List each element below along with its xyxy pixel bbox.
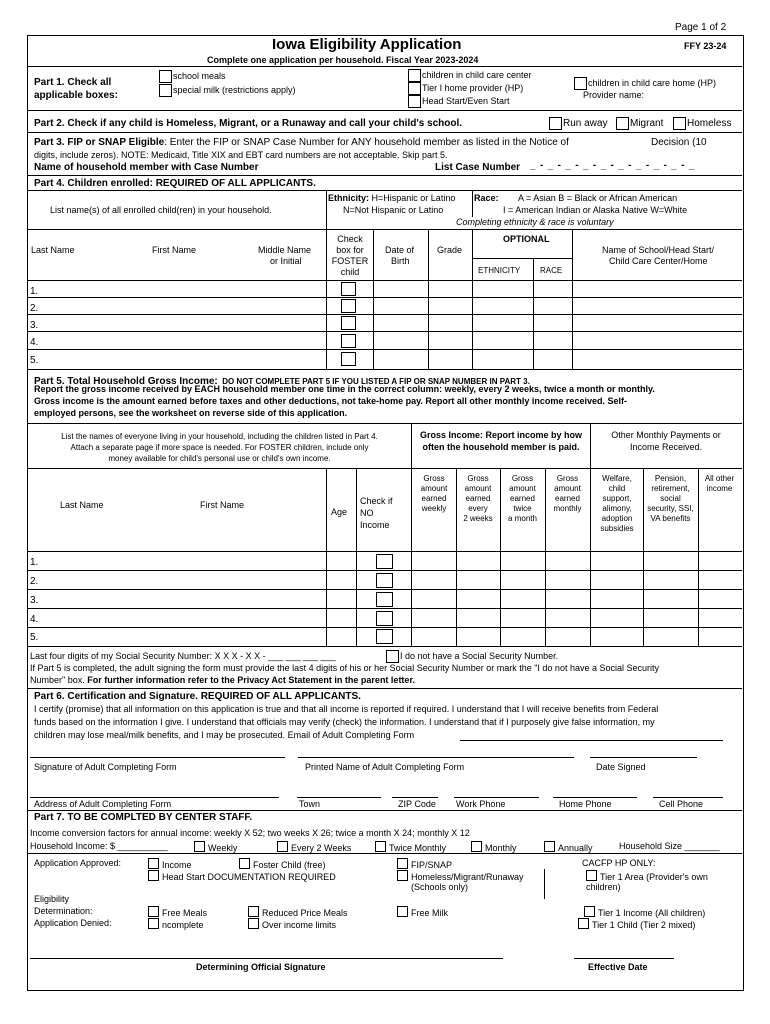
approved-head-start[interactable] xyxy=(148,870,336,882)
race-label: Race: xyxy=(474,193,499,203)
cacfp-label: CACFP HP ONLY: xyxy=(582,858,656,868)
p5-col-age: Age xyxy=(331,507,348,517)
conversion-factors: Income conversion factors for annual income: weekly X 52; two weeks X 26; twice a month X 24; monthly X 12 xyxy=(30,828,470,838)
part5-line2: Gross income is the amount earned before taxes and other deductions, not take-home pay. Report all other monthly income received. Self- xyxy=(34,396,627,406)
p5-col-gross-2weeks xyxy=(456,474,500,524)
p5-col-line: amount xyxy=(554,484,581,493)
signature-field[interactable] xyxy=(30,757,285,758)
checkbox-icon xyxy=(397,870,408,881)
freq-monthly[interactable] xyxy=(471,841,517,853)
ethnicity-key xyxy=(328,193,455,203)
p5-col-line: social xyxy=(660,494,681,503)
p4-col-school-2: Child Care Center/Home xyxy=(609,256,708,266)
p4-col-race: RACE xyxy=(540,266,563,275)
p5-col-check-line: Check if xyxy=(360,496,393,506)
approved-income-label: Income xyxy=(162,860,192,870)
ssn-note-2 xyxy=(30,675,415,685)
checkbox-child-care-center[interactable] xyxy=(408,69,421,82)
p5-row-num: 1. xyxy=(30,557,39,568)
checkbox-icon xyxy=(471,841,482,852)
email-field[interactable] xyxy=(460,740,723,741)
p4-optional: OPTIONAL xyxy=(503,234,550,244)
approved-head-start-label: Head Start DOCUMENTATION REQUIRED xyxy=(162,872,336,882)
no-income-checkbox[interactable] xyxy=(376,573,393,588)
approved-fip-snap[interactable] xyxy=(397,858,452,870)
no-ssn-label: I do not have a Social Security Number. xyxy=(400,651,559,661)
p5-col-gross-monthly xyxy=(545,474,590,514)
p4-row-num: 5. xyxy=(30,355,39,366)
no-income-checkbox[interactable] xyxy=(376,592,393,607)
p5-col-line: amount xyxy=(509,484,536,493)
p4-col-foster-line: child xyxy=(340,267,360,277)
p5-col-line: earned xyxy=(555,494,580,503)
p5-col-line: Welfare, xyxy=(602,474,632,483)
p5-row-num: 3. xyxy=(30,595,39,606)
freq-every-2-weeks[interactable] xyxy=(277,841,351,853)
p5-col-line: 2 weeks xyxy=(463,514,493,523)
effective-date-field[interactable] xyxy=(574,958,674,959)
p4-col-school: Name of School/Head Start/ xyxy=(602,245,715,255)
p5-col-check-line: Income xyxy=(360,520,390,530)
part5-heading: Part 5. Total Household Gross Income: xyxy=(34,376,218,387)
checkbox-runaway[interactable] xyxy=(549,117,562,130)
p4-col-ethnicity: ETHNICITY xyxy=(478,266,521,275)
date-signed-label: Date Signed xyxy=(596,762,646,772)
option-school-meals: school meals xyxy=(173,71,226,81)
p5-col-all-other xyxy=(698,474,741,494)
part1-label-2: applicable boxes: xyxy=(34,90,118,101)
form-id: FFY 23-24 xyxy=(684,41,727,51)
town-field[interactable] xyxy=(297,797,381,798)
part4-heading: Part 4. Children enrolled: REQUIRED OF ALL APPLICANTS. xyxy=(34,178,316,189)
part3-case-label: List Case Number xyxy=(435,162,521,173)
denied-incomplete-label: ncomplete xyxy=(162,920,204,930)
part6-text-1: I certify (promise) that all information on this application is true and that all income is reported if required. I understand that I will receive benefits from Federal xyxy=(34,704,659,714)
p5-col-line: Gross xyxy=(423,474,445,483)
checkbox-icon xyxy=(148,858,159,869)
tier1-income[interactable] xyxy=(584,906,705,918)
part6-heading: Part 6. Certification and Signature. REQUIRED OF ALL APPLICANTS. xyxy=(34,691,361,702)
p4-col-middle-2: or Initial xyxy=(270,256,302,266)
part3-text1: : Enter the FIP or SNAP Case Number for ANY household member as listed in the Notice of xyxy=(164,137,569,148)
tier1-child[interactable] xyxy=(578,918,695,930)
freq-monthly-label: Monthly xyxy=(485,843,517,853)
part5-line3: employed persons, see the worksheet on reverse side of this application. xyxy=(34,408,348,418)
official-signature-field[interactable] xyxy=(30,958,503,959)
checkbox-icon xyxy=(578,918,589,929)
p4-col-dob-2: Birth xyxy=(391,256,410,266)
p5-col-line: Gross xyxy=(556,474,579,483)
household-size-field[interactable]: Household Size _______ xyxy=(619,841,720,851)
part3-decision: Decision (10 xyxy=(651,137,707,148)
provider-name-label: Provider name: xyxy=(583,90,645,100)
checkbox-homeless[interactable] xyxy=(673,117,686,130)
determination-label: Determination: xyxy=(34,906,93,916)
det-free-meals-label: Free Meals xyxy=(162,908,208,918)
p5-col-line: alimony, xyxy=(602,504,632,513)
tier1-area-label: Tier 1 Area (Provider's own xyxy=(600,872,708,882)
p5-col-line: security, SSI, xyxy=(647,504,694,513)
det-reduced-price[interactable] xyxy=(248,906,348,918)
foster-checkbox[interactable] xyxy=(341,316,356,330)
approved-foster[interactable] xyxy=(239,858,326,870)
denied-over-income[interactable] xyxy=(248,918,336,930)
foster-checkbox[interactable] xyxy=(341,352,356,366)
p4-row-num: 3. xyxy=(30,320,39,331)
tier1-area[interactable] xyxy=(586,870,708,882)
checkbox-migrant[interactable] xyxy=(616,117,629,130)
p5-col-line: every xyxy=(468,504,488,513)
det-free-milk[interactable] xyxy=(397,906,448,918)
checkbox-special-milk[interactable] xyxy=(159,84,172,97)
checkbox-icon xyxy=(239,858,250,869)
p5-gross-header: Gross Income: Report income by how xyxy=(419,430,583,440)
p5-list-text-1: List the names of everyone living in your household, including the children listed in Part 4. xyxy=(61,432,378,441)
freq-weekly[interactable] xyxy=(194,841,237,853)
approved-homeless[interactable] xyxy=(397,870,524,882)
ethnicity-text: H=Hispanic or Latino xyxy=(371,193,456,203)
approved-foster-label: Foster Child (free) xyxy=(253,860,326,870)
freq-weekly-label: Weekly xyxy=(208,843,238,853)
p5-col-line: amount xyxy=(420,484,448,493)
p5-row-num: 2. xyxy=(30,576,39,587)
home-phone-label: Home Phone xyxy=(559,799,612,809)
cell-phone-label: Cell Phone xyxy=(659,799,704,809)
schools-only-note: (Schools only) xyxy=(411,882,469,892)
checkbox-icon xyxy=(544,841,555,852)
printed-name-label: Printed Name of Adult Completing Form xyxy=(305,762,465,772)
p5-list-text-3: money available for child's personal use or child's own income. xyxy=(108,454,331,463)
application-approved-label: Application Approved: xyxy=(34,858,122,868)
p4-col-last: Last Name xyxy=(31,245,75,255)
p5-col-line: Gross xyxy=(467,474,489,483)
ssn-note-2b: For further information refer to the Privacy Act Statement in the parent letter. xyxy=(87,675,415,685)
cell-phone-field[interactable] xyxy=(653,797,723,798)
zip-field[interactable] xyxy=(392,797,438,798)
p4-col-first: First Name xyxy=(152,245,197,255)
part1-label: Part 1. Check all xyxy=(34,77,112,88)
application-denied-label: Application Denied: xyxy=(34,918,112,928)
part5-heading-note: DO NOT COMPLETE PART 5 IF YOU LISTED A FIP OR SNAP NUMBER IN PART 3. xyxy=(222,377,530,386)
part6-text-2: funds based on the information I give. I understand that officials may verify (check) the information. I understand that if I purposely give false information, my xyxy=(34,717,655,727)
denied-incomplete[interactable] xyxy=(148,918,204,930)
p5-col-line: earned xyxy=(465,494,491,503)
address-field[interactable] xyxy=(30,797,279,798)
freq-twice-label: Twice Monthly xyxy=(389,843,447,853)
town-label: Town xyxy=(299,799,321,809)
p5-list-text-2: Attach a separate page if more space is needed. For FOSTER children, include only xyxy=(70,443,369,452)
no-income-checkbox[interactable] xyxy=(376,611,393,626)
part3-heading: Part 3. FIP or SNAP Eligible xyxy=(34,137,165,148)
approved-income[interactable] xyxy=(148,858,192,870)
p4-row-num: 1. xyxy=(30,286,39,297)
p5-gross-header-2: often the household member is paid. xyxy=(422,442,580,452)
checkbox-icon xyxy=(397,858,408,869)
checkbox-icon xyxy=(148,918,159,929)
option-child-care-center: children in child care center xyxy=(422,70,532,80)
official-signature-label: Determining Official Signature xyxy=(196,962,326,972)
no-income-checkbox[interactable] xyxy=(376,629,393,644)
checkbox-school-meals[interactable] xyxy=(159,70,172,83)
option-head-start: Head Start/Even Start xyxy=(422,96,510,106)
p5-col-last: Last Name xyxy=(60,500,104,510)
no-income-checkbox[interactable] xyxy=(376,554,393,569)
p5-col-line: Pension, xyxy=(654,474,687,483)
p4-col-foster-line: box for xyxy=(336,245,364,255)
checkbox-icon xyxy=(397,906,408,917)
p5-col-check xyxy=(360,495,393,531)
p5-col-line: monthly xyxy=(553,504,582,513)
race-text-2: I = American Indian or Alaska Native W=White xyxy=(503,205,688,215)
det-free-milk-label: Free Milk xyxy=(411,908,449,918)
checkbox-tier1-home-provider[interactable] xyxy=(408,82,421,95)
option-special-milk: special milk (restrictions apply) xyxy=(173,85,296,95)
part3-name-label: Name of household member with Case Number xyxy=(34,162,259,173)
p5-col-line: Gross xyxy=(511,474,534,483)
signature-label: Signature of Adult Completing Form xyxy=(34,762,177,772)
part2-text: Part 2. Check if any child is Homeless, Migrant, or a Runaway and call your child's school. xyxy=(34,118,463,129)
p5-col-line: weekly xyxy=(421,504,447,513)
option-runaway: Run away xyxy=(563,118,608,129)
p5-other-header-2: Income Received. xyxy=(629,442,703,452)
denied-over-income-label: Over income limits xyxy=(262,920,337,930)
p5-col-check-line: NO xyxy=(360,508,374,518)
address-label: Address of Adult Completing Form xyxy=(34,799,172,809)
form-title: Iowa Eligibility Application xyxy=(272,36,462,53)
effective-date-label: Effective Date xyxy=(588,962,648,972)
checkbox-icon xyxy=(148,906,159,917)
part3-text2: digits, include zeros). NOTE: Medicaid, Title XIX and EBT card numbers are not acceptable. Skip part 5. xyxy=(34,150,448,160)
checkbox-icon xyxy=(248,906,259,917)
foster-checkbox[interactable] xyxy=(341,334,356,348)
p5-col-line: VA benefits xyxy=(650,514,691,523)
p5-col-welfare xyxy=(591,474,643,534)
p5-col-line: amount xyxy=(464,484,492,493)
p5-row-num: 4. xyxy=(30,614,39,625)
part7-heading: Part 7. TO BE COMPLTED BY CENTER STAFF. xyxy=(34,812,253,823)
option-homeless: Homeless xyxy=(687,118,732,129)
p5-col-line: subsidies xyxy=(600,524,634,533)
freq-twice-monthly[interactable] xyxy=(375,841,446,853)
p5-col-gross-twice xyxy=(500,474,545,524)
ssn-note-1: If Part 5 is completed, the adult signing the form must provide the last 4 digits of his or her Social Security Number or mark the "I do not have a Social Security xyxy=(30,663,659,673)
ethnicity-text-2: N=Not Hispanic or Latino xyxy=(343,205,444,215)
no-ssn-checkbox[interactable] xyxy=(386,650,399,663)
p5-col-line: adoption xyxy=(601,514,633,523)
household-income-field[interactable]: Household Income: $ __________ xyxy=(30,841,168,851)
p5-col-gross-weekly xyxy=(412,474,456,514)
freq-annually-label: Annually xyxy=(558,843,593,853)
p5-col-line: a month xyxy=(508,514,537,523)
work-phone-label: Work Phone xyxy=(456,799,506,809)
foster-checkbox[interactable] xyxy=(341,282,356,296)
option-child-care-home: children in child care home (HP) xyxy=(588,78,717,88)
p4-col-foster-line: FOSTER xyxy=(331,256,369,266)
part6-text-3: children may lose meal/milk benefits, and I may be prosecuted. Email of Adult Completing Form xyxy=(34,730,415,740)
p5-col-line: earned xyxy=(510,494,535,503)
race-text-1: A = Asian B = Black or African American xyxy=(518,193,678,203)
p5-col-line: All other xyxy=(704,474,735,483)
checkbox-head-start[interactable] xyxy=(408,95,421,108)
ssn-line[interactable]: Last four digits of my Social Security Number: X X X - X X - ___ ___ ___ ___ xyxy=(30,651,336,661)
p5-row-num: 5. xyxy=(30,632,39,643)
part5-line1: Report the gross income received by EACH household member one time in the correct column: weekly, every 2 weeks, twice a month or monthly. xyxy=(34,384,655,394)
eligibility-label: Eligibility xyxy=(34,894,70,904)
home-phone-field[interactable] xyxy=(553,797,637,798)
p5-other-header: Other Monthly Payments or xyxy=(611,430,721,440)
printed-name-field[interactable] xyxy=(298,757,574,758)
p5-col-line: income xyxy=(706,484,733,493)
voluntary-note: Completing ethnicity & race is voluntary xyxy=(456,217,614,227)
p4-col-foster-line: Check xyxy=(337,234,363,244)
case-number-field[interactable]: _ - _ - _ - _ - _ - _ - _ - _ - _ - _ xyxy=(530,160,696,171)
checkbox-icon xyxy=(375,841,386,852)
p5-col-line: support, xyxy=(602,494,632,503)
det-free-meals[interactable] xyxy=(148,906,207,918)
page-number: Page 1 of 2 xyxy=(675,22,727,33)
foster-checkbox[interactable] xyxy=(341,299,356,313)
tier1-income-label: Tier 1 Income (All children) xyxy=(598,908,706,918)
approved-fip-label: FIP/SNAP xyxy=(411,860,453,870)
p4-row-num: 4. xyxy=(30,337,39,348)
tier1-child-label: Tier 1 Child (Tier 2 mixed) xyxy=(592,920,696,930)
approved-homeless-label: Homeless/Migrant/Runaway xyxy=(411,872,524,882)
option-tier1-home-provider: Tier I home provider (HP) xyxy=(422,83,524,93)
checkbox-child-care-home[interactable] xyxy=(574,77,587,90)
work-phone-field[interactable] xyxy=(454,797,539,798)
p5-col-line: earned xyxy=(421,494,447,503)
option-migrant: Migrant xyxy=(630,118,664,129)
p4-row-num: 2. xyxy=(30,303,39,314)
p4-col-foster xyxy=(327,234,373,278)
ssn-note-2a: Number" box. xyxy=(30,675,88,685)
tier1-area-2: children) xyxy=(586,882,621,892)
form-subtitle: Complete one application per household. Fiscal Year 2023-2024 xyxy=(207,55,479,65)
p5-col-first: First Name xyxy=(200,500,245,510)
part4-list-names: List name(s) of all enrolled child(ren) in your household. xyxy=(50,205,272,215)
ethnicity-label: Ethnicity: xyxy=(328,193,370,203)
checkbox-icon xyxy=(584,906,595,917)
date-signed-field[interactable] xyxy=(590,757,697,758)
det-reduced-label: Reduced Price Meals xyxy=(262,908,348,918)
freq-annually[interactable] xyxy=(544,841,593,853)
zip-label: ZIP Code xyxy=(398,799,436,809)
p4-col-dob: Date of xyxy=(385,245,415,255)
checkbox-icon xyxy=(586,870,597,881)
checkbox-icon xyxy=(194,841,205,852)
part3-line1 xyxy=(34,137,569,148)
p5-col-line: child xyxy=(608,484,626,493)
p5-col-line: twice xyxy=(513,504,532,513)
p5-col-line: retirement, xyxy=(651,484,690,493)
p4-col-middle: Middle Name xyxy=(258,245,312,255)
checkbox-icon xyxy=(248,918,259,929)
freq-2weeks-label: Every 2 Weeks xyxy=(291,843,352,853)
p5-col-pension xyxy=(643,474,698,524)
checkbox-icon xyxy=(148,870,159,881)
p4-col-grade: Grade xyxy=(437,245,463,255)
checkbox-icon xyxy=(277,841,288,852)
